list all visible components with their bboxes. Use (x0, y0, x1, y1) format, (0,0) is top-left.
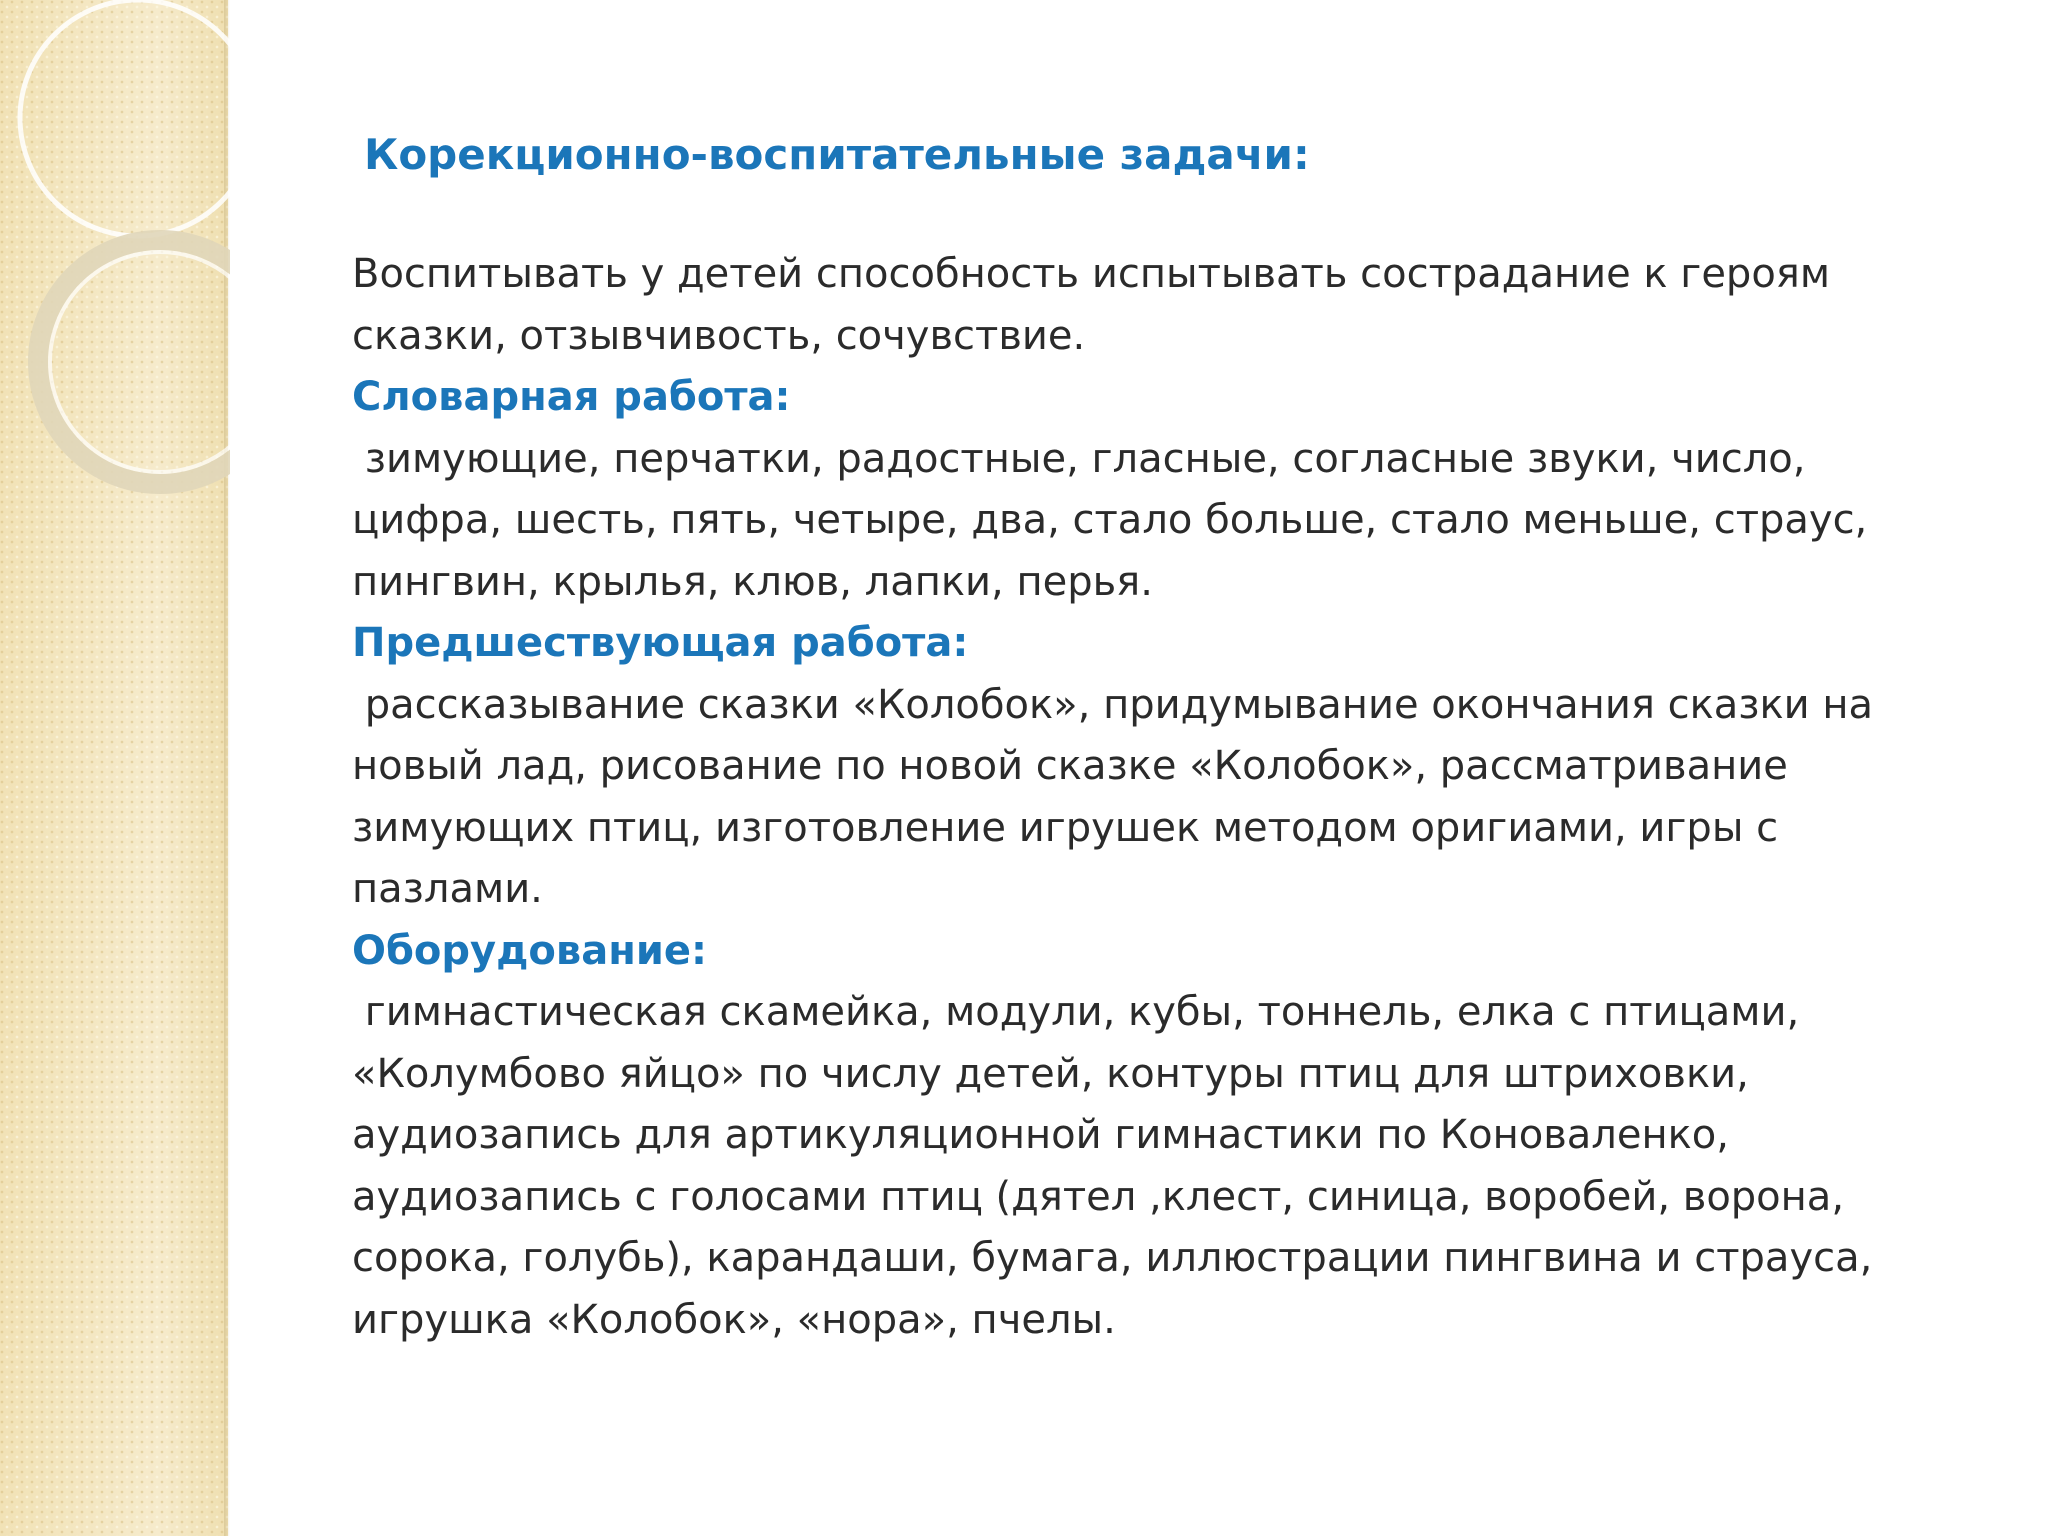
decorative-rings (0, 0, 230, 520)
vocabulary-heading: Словарная работа: (352, 374, 791, 420)
equipment-text: гимнастическая скамейка, модули, кубы, тоннель, елка с птицами, «Колумбово яйцо» по числу детей, контуры птиц для штриховки, аудиозапись для артикуляционной гимнастики по Коноваленко, аудиозапись с голосами птиц (дятел ,клест, синица, воробей, ворона, сорока, голубь), карандаши, бумага, иллюстрации пингвина и страуса, игрушка «Колобок», «нора», пчелы. (352, 989, 1886, 1343)
vocabulary-text: зимующие, перчатки, радостные, гласные, согласные звуки, число, цифра, шесть, пять, четыре, два, стало больше, стало меньше, страус, пингвин, крылья, клюв, лапки, перья. (352, 435, 1880, 605)
large-ring (20, 0, 230, 236)
slide-content (352, 120, 1952, 1351)
medium-ring-outer (38, 240, 230, 484)
equipment-heading: Оборудование: (352, 927, 707, 974)
preliminary-work-heading: Предшествующая работа: (352, 620, 969, 666)
slide-title: Корекционно-воспитательные задачи: (364, 130, 1310, 179)
preliminary-work-text: рассказывание сказки «Колобок», придумывание окончания сказки на новый лад, рисование по новой сказке «Колобок», рассматривание зимующих птиц, изготовление игрушек методом оригиами, игры с пазлами. (352, 681, 1886, 912)
intro-paragraph: Воспитывать у детей способность испытывать сострадание к героям сказки, отзывчивость, сочувствие. (352, 251, 1843, 359)
